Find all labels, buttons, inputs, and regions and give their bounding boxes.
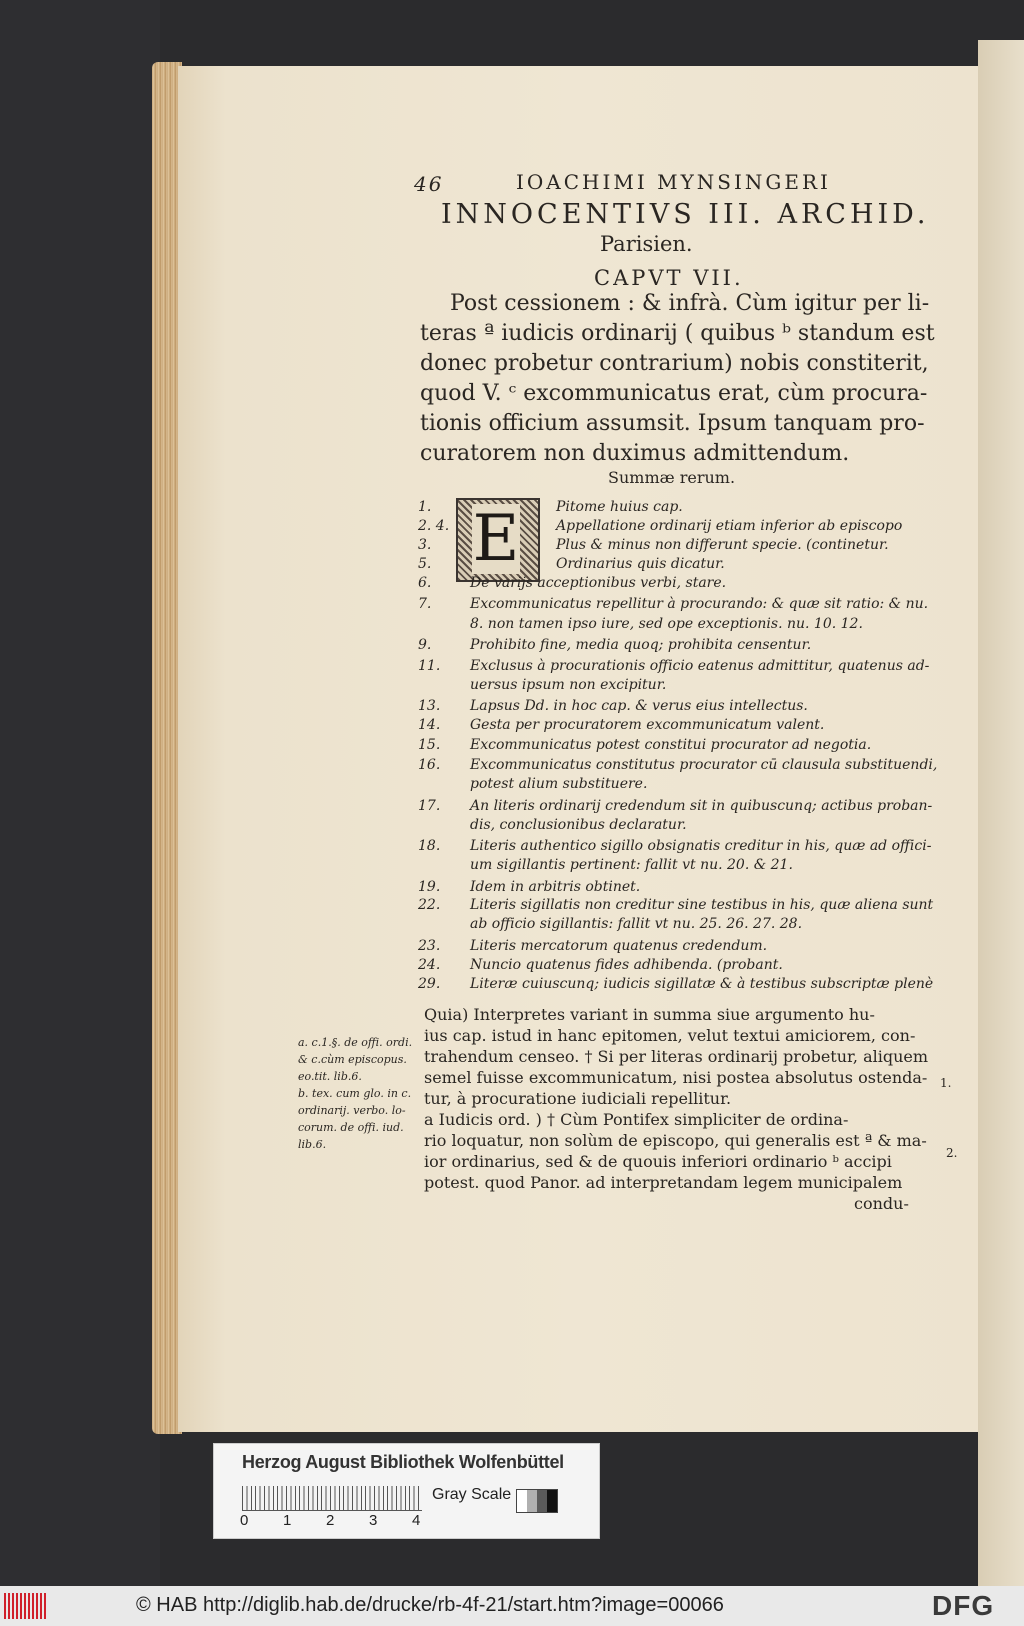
- commentary-line: semel fuisse excommunicatum, nisi postea absolutus ostenda-: [424, 1068, 928, 1087]
- decorated-initial: [456, 498, 540, 582]
- summary-text: Nuncio quatenus fides adhibenda. (probant.: [470, 957, 783, 973]
- dfg-logo: DFG: [932, 1590, 995, 1621]
- summary-text: An literis ordinarij credendum sit in quibuscunq; actibus proban-: [470, 798, 933, 814]
- chapter-subtitle: Parisien.: [600, 232, 693, 256]
- text-line: tionis officium assumsit. Ipsum tanquam pro-: [420, 411, 925, 436]
- chapter-title: INNOCENTIVS III. ARCHID.: [441, 199, 930, 230]
- ruler-number: 0: [240, 1512, 249, 1529]
- summary-text: 8. non tamen ipso iure, sed ope exceptionis. nu. 10. 12.: [470, 616, 863, 632]
- margin-note: b. tex. cum glo. in c.: [298, 1087, 412, 1100]
- text-line: Post cessionem : & infrà. Cùm igitur per li-: [450, 291, 930, 316]
- summary-number: 13.: [418, 698, 441, 714]
- summary-number: 3.: [418, 537, 432, 553]
- summary-text: uersus ipsum non excipitur.: [470, 677, 667, 693]
- summary-text: Idem in arbitris obtinet.: [470, 879, 641, 895]
- book-page: [178, 66, 978, 1432]
- gray-scale-label: Gray Scale: [432, 1486, 512, 1503]
- summary-text: dis, conclusionibus declaratur.: [470, 817, 687, 833]
- margin-notes: [298, 1034, 412, 1153]
- gray-swatch: [547, 1490, 557, 1512]
- margin-note: eo.tit. lib.6.: [298, 1070, 362, 1083]
- ruler-number: 2: [326, 1512, 335, 1529]
- summary-text: Gesta per procuratorem excommunicatum valent.: [470, 717, 825, 733]
- summary-text: Excommunicatus potest constitui procurator ad negotia.: [470, 737, 872, 753]
- summary-text: Pitome huius cap.: [556, 499, 683, 515]
- summary-text: Lapsus Dd. in hoc cap. & verus eius intellectus.: [470, 698, 808, 714]
- commentary-line: ius cap. istud in hanc epitomen, velut textui amiciorem, con-: [424, 1026, 916, 1045]
- summary-number: 16.: [418, 757, 441, 773]
- summary-text: Literæ cuiuscunq; iudicis sigillatæ & à testibus subscriptæ plenè: [470, 976, 934, 992]
- summary-number: 1.: [418, 499, 432, 515]
- summary-number: 7.: [418, 596, 432, 612]
- summary-text: Literis authentico sigillo obsignatis creditur in his, quæ ad offici-: [470, 838, 932, 854]
- summary-text: Literis sigillatis non creditur sine testibus in his, quæ aliena sunt: [470, 897, 934, 913]
- commentary-line: a Iudicis ord. ) † Cùm Pontifex simpliciter de ordina-: [424, 1110, 849, 1129]
- page-number: 46: [414, 172, 444, 196]
- margin-note: & c.cùm episcopus.: [298, 1053, 407, 1066]
- text-line: curatorem non duximus admittendum.: [420, 441, 850, 466]
- commentary-line: tur, à procuratione iudiciali repellitur.: [424, 1089, 732, 1108]
- commentary-line: trahendum censeo. † Si per literas ordinarij probetur, aliquem: [424, 1047, 929, 1066]
- running-head: IOACHIMI MYNSINGERI: [516, 170, 831, 194]
- ruler-number: 3: [369, 1512, 378, 1529]
- summary-heading: Summæ rerum.: [608, 468, 736, 487]
- margin-note: ordinarij. verbo. lo-: [298, 1104, 406, 1117]
- summary-number: 18.: [418, 838, 441, 854]
- color-calibration-card: [213, 1443, 600, 1539]
- summary-text: Literis mercatorum quatenus credendum.: [470, 938, 768, 954]
- footer-bar: [0, 1586, 1024, 1626]
- summary-text: Excommunicatus constitutus procurator cū clausula substituendi,: [470, 757, 938, 773]
- summary-number: 6.: [418, 575, 432, 591]
- text-line: donec probetur contrarium) nobis constiterit,: [420, 351, 929, 376]
- summary-text: Ordinarius quis dicatur.: [556, 556, 725, 572]
- text-line: teras ª iudicis ordinarij ( quibus ᵇ standum est: [420, 321, 935, 346]
- background-left: [0, 0, 160, 1586]
- summary-text: De varijs acceptionibus verbi, stare.: [470, 575, 727, 591]
- summary-text: Excommunicatus repellitur à procurando: & quæ sit ratio: & nu.: [470, 596, 929, 612]
- gray-swatch: [537, 1490, 547, 1512]
- summary-number: 23.: [418, 938, 441, 954]
- margin-note: a. c.1.§. de offi. ordi.: [298, 1036, 413, 1049]
- summary-text: potest alium substituere.: [470, 776, 648, 792]
- summary-number: 22.: [418, 897, 441, 913]
- next-page-edge: [978, 40, 1024, 1586]
- summary-number: 14.: [418, 717, 441, 733]
- commentary-line: ior ordinarius, sed & de quouis inferiori ordinario ᵇ accipi: [424, 1152, 892, 1171]
- margin-note: corum. de offi. iud.: [298, 1121, 404, 1134]
- commentary-line: potest. quod Panor. ad interpretandam legem municipalem: [424, 1173, 903, 1192]
- commentary-line: condu-: [854, 1194, 909, 1213]
- summary-number: 9.: [418, 637, 432, 653]
- text-line: quod V. ᶜ excommunicatus erat, cùm procura-: [420, 381, 928, 406]
- side-number: 1.: [940, 1076, 952, 1090]
- side-number: 2.: [946, 1146, 958, 1160]
- summary-number: 15.: [418, 737, 441, 753]
- caput-heading: CAPVT VII.: [594, 266, 744, 290]
- initial-letter: E: [472, 502, 520, 576]
- ruler-number: 4: [412, 1512, 421, 1529]
- ruler-number: 1: [283, 1512, 292, 1529]
- summary-number: 5.: [418, 556, 432, 572]
- library-name: Herzog August Bibliothek Wolfenbüttel: [242, 1452, 564, 1472]
- gray-swatch: [517, 1490, 527, 1512]
- summary-number: 11.: [418, 658, 441, 674]
- summary-text: Prohibito fine, media quoq; prohibita censentur.: [470, 637, 812, 653]
- summary-number: 17.: [418, 798, 441, 814]
- commentary-line: rio loquatur, non solùm de episcopo, qui generalis est ª & ma-: [424, 1131, 927, 1150]
- gray-scale-swatches: [516, 1489, 558, 1513]
- summary-number: 29.: [418, 976, 441, 992]
- summary-number: 2. 4.: [418, 518, 450, 534]
- summary-text: um sigillantis pertinent: fallit vt nu. 20. & 21.: [470, 857, 793, 873]
- commentary-line: Quia) Interpretes variant in summa siue argumento hu-: [424, 1005, 875, 1024]
- gray-swatch: [527, 1490, 537, 1512]
- summary-text: Appellatione ordinarij etiam inferior ab episcopo: [556, 518, 903, 534]
- decretal-text: [420, 289, 935, 469]
- copyright-url[interactable]: © HAB http://diglib.hab.de/drucke/rb-4f-21/start.htm?image=00066: [136, 1594, 724, 1616]
- summary-text: ab officio sigillantis: fallit vt nu. 25. 26. 27. 28.: [470, 916, 803, 932]
- ruler: [242, 1486, 422, 1511]
- summary-text: Exclusus à procurationis officio eatenus admittitur, quatenus ad-: [470, 658, 930, 674]
- hab-barcode-icon: [4, 1593, 46, 1619]
- summary-text: Plus & minus non differunt specie. (continetur.: [556, 537, 889, 553]
- summary-number: 24.: [418, 957, 441, 973]
- margin-note: lib.6.: [298, 1138, 327, 1151]
- summary-number: 19.: [418, 879, 441, 895]
- commentary-text: [424, 1004, 929, 1214]
